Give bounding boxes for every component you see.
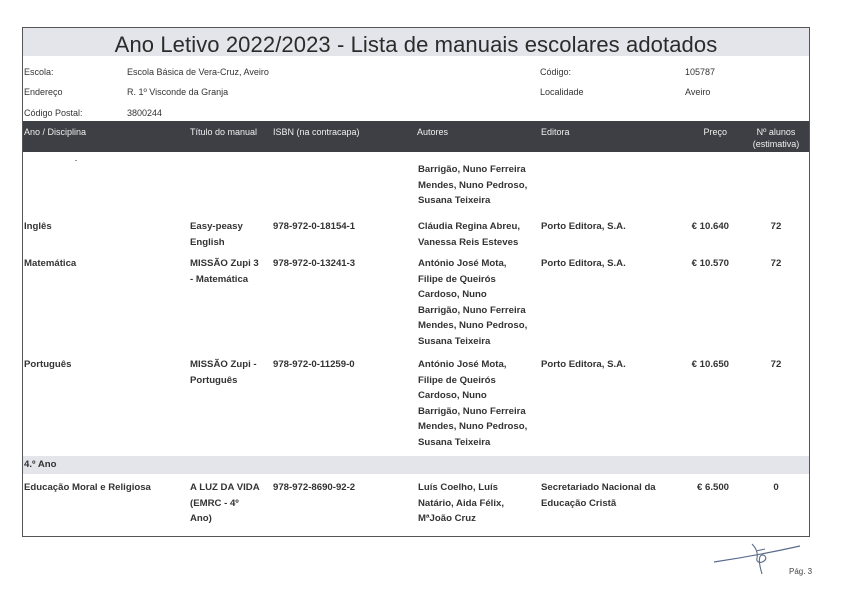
header-disciplina: Ano / Disciplina xyxy=(24,127,87,137)
page-number: Pág. 3 xyxy=(789,567,813,576)
titulo-line: Português xyxy=(190,374,238,386)
autor-line: Luís Coelho, Luís xyxy=(418,482,498,493)
autor-line: Susana Teixeira xyxy=(418,335,491,347)
escola-label: Escola: xyxy=(24,67,54,77)
autor-line: Cardoso, Nuno xyxy=(418,390,487,401)
autor-line: Cláudia Regina Abreu, xyxy=(418,221,520,232)
table-header xyxy=(23,121,809,152)
autor-line: Filipe de Queirós xyxy=(418,273,496,285)
manuals-table-frame xyxy=(22,27,810,537)
row-editora xyxy=(541,480,656,511)
autor-line: Barrigão, Nuno Ferreira xyxy=(418,405,526,417)
row-disciplina: Matemática xyxy=(24,258,77,269)
postal-label: Código Postal: xyxy=(24,108,83,118)
titulo-line: MISSÃO Zupi - xyxy=(190,359,257,370)
row-autores xyxy=(418,480,504,527)
autor-line: Vanessa Reis Esteves xyxy=(418,236,519,248)
continued-author-line: Barrigão, Nuno Ferreira xyxy=(418,164,526,175)
row-preco: € 10.640 xyxy=(691,221,729,232)
autor-line: António José Mota, xyxy=(418,359,507,370)
titulo-line: Easy-peasy xyxy=(190,221,243,232)
autor-line: Cardoso, Nuno xyxy=(418,289,487,300)
autor-line: Mendes, Nuno Pedroso, xyxy=(418,320,528,331)
header-editora: Editora xyxy=(541,127,570,137)
continued-author-line: Mendes, Nuno Pedroso, xyxy=(418,179,528,191)
row-disciplina: Inglês xyxy=(24,221,52,232)
continued-authors xyxy=(418,162,527,209)
row-autores xyxy=(418,357,527,450)
row-preco: € 10.570 xyxy=(691,258,729,269)
localidade-value: Aveiro xyxy=(685,87,711,97)
autor-line: Mendes, Nuno Pedroso, xyxy=(418,421,528,432)
header-alunos-line1: Nº alunos xyxy=(756,127,796,137)
header-alunos xyxy=(743,126,809,150)
codigo-value: 105787 xyxy=(685,67,716,77)
header-autores: Autores xyxy=(417,127,449,137)
autor-line: Natário, Aida Félix, xyxy=(418,497,505,509)
row-titulo xyxy=(190,357,257,388)
editora-line: Educação Cristã xyxy=(541,497,617,509)
endereco-label: Endereço xyxy=(24,87,63,97)
row-editora: Porto Editora, S.A. xyxy=(541,258,626,269)
row-preco: € 6.500 xyxy=(696,482,729,493)
row-isbn: 978-972-0-13241-3 xyxy=(273,258,356,269)
row-disciplina: Português xyxy=(24,359,72,370)
section-label: 4.º Ano xyxy=(24,459,57,470)
endereco-value: R. 1º Visconde da Granja xyxy=(127,87,229,97)
row-titulo xyxy=(190,480,260,527)
page-title: Ano Letivo 2022/2023 - Lista de manuais escolares adotados xyxy=(114,32,718,57)
row-editora: Porto Editora, S.A. xyxy=(541,221,626,232)
autor-line: António José Mota, xyxy=(418,258,507,269)
autor-line: Susana Teixeira xyxy=(418,436,491,448)
titulo-line: (EMRC - 4º xyxy=(190,497,239,509)
row-alunos: 72 xyxy=(770,359,782,370)
autor-line: Filipe de Queirós xyxy=(418,374,496,386)
row-autores xyxy=(418,219,520,250)
row-titulo xyxy=(190,256,259,287)
row-titulo xyxy=(190,219,243,250)
header-titulo: Título do manual xyxy=(190,127,258,137)
titulo-line: Ano) xyxy=(190,513,212,524)
row-alunos: 72 xyxy=(770,221,782,232)
autor-line: Barrigão, Nuno Ferreira xyxy=(418,304,526,316)
row-autores xyxy=(418,256,527,349)
title-bar xyxy=(23,28,809,56)
postal-value: 3800244 xyxy=(127,108,163,118)
codigo-label: Código: xyxy=(540,67,572,77)
escola-value: Escola Básica de Vera-Cruz, Aveiro xyxy=(127,67,269,77)
header-alunos-line2: (estimativa) xyxy=(752,139,800,149)
continued-author-line: Susana Teixeira xyxy=(418,195,491,206)
titulo-line: MISSÃO Zupi 3 xyxy=(190,258,259,269)
titulo-line: English xyxy=(190,236,225,248)
titulo-line: A LUZ DA VIDA xyxy=(190,482,260,493)
row-isbn: 978-972-0-18154-1 xyxy=(273,221,356,232)
row-alunos: 72 xyxy=(770,258,782,269)
localidade-label: Localidade xyxy=(540,87,584,97)
autor-line: MªJoão Cruz xyxy=(418,513,476,524)
row-disciplina: Educação Moral e Religiosa xyxy=(24,482,151,493)
row-preco: € 10.650 xyxy=(691,359,729,370)
section-row xyxy=(23,456,809,474)
titulo-line: - Matemática xyxy=(190,273,249,285)
header-preco: Preço xyxy=(703,127,727,137)
row-alunos: 0 xyxy=(773,482,779,493)
scan-dot xyxy=(75,160,77,161)
row-isbn: 978-972-8690-92-2 xyxy=(273,482,356,493)
row-editora: Porto Editora, S.A. xyxy=(541,359,626,370)
header-isbn: ISBN (na contracapa) xyxy=(273,127,360,137)
row-isbn: 978-972-0-11259-0 xyxy=(273,359,355,370)
editora-line: Secretariado Nacional da xyxy=(541,482,656,493)
